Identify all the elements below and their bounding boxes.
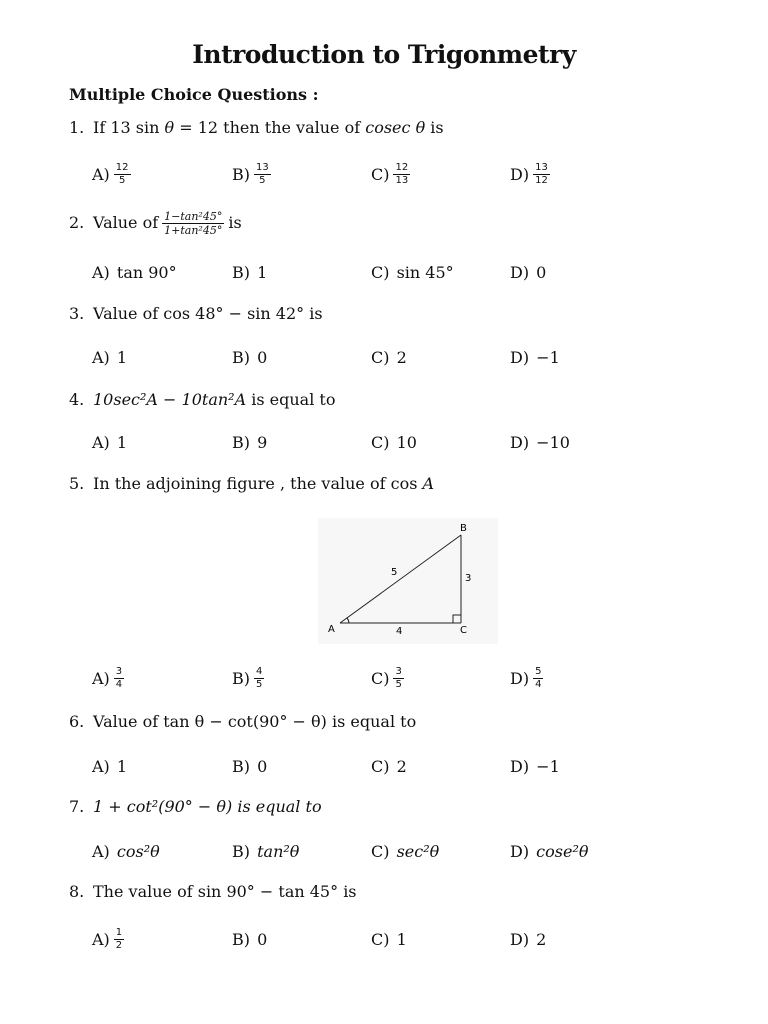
- option-a[interactable]: A) tan 90°: [92, 262, 177, 282]
- options-1: [92, 154, 692, 194]
- question-1: [69, 118, 444, 138]
- question-number: 3.: [69, 304, 85, 323]
- option-c[interactable]: C) 2: [371, 347, 407, 367]
- side-bc-label: 3: [465, 573, 472, 584]
- option-c[interactable]: C) 1: [371, 929, 407, 949]
- option-d[interactable]: D) −1: [510, 756, 560, 776]
- right-angle-marker: [453, 615, 461, 623]
- fraction: $\frac{3}{4}$: [115, 665, 123, 690]
- question-text-post: is equal to: [246, 390, 336, 409]
- fraction: $\frac{5}{4}$: [535, 665, 542, 690]
- options-6: [92, 746, 692, 786]
- option-d[interactable]: D) $\frac{5}{4}$: [510, 665, 542, 690]
- hypotenuse-line: [340, 535, 461, 623]
- question-3: [69, 304, 323, 324]
- option-c[interactable]: C) sec²θ: [371, 841, 440, 861]
- question-text: The value of sin 90° − tan 45° is: [93, 882, 357, 901]
- option-c[interactable]: C) sin 45°: [371, 262, 454, 282]
- question-number: 4.: [69, 390, 85, 409]
- option-d[interactable]: D) −10: [510, 432, 570, 452]
- option-c[interactable]: C) 2: [371, 756, 407, 776]
- option-c[interactable]: C) $\frac{12}{13}$: [371, 161, 409, 186]
- option-b[interactable]: B) tan²θ: [232, 841, 300, 861]
- option-d[interactable]: D) −1: [510, 347, 560, 367]
- options-4: [92, 422, 692, 462]
- fraction: $\frac{1}{2}$: [115, 926, 123, 951]
- question-text: Value of cos 48° − sin 42° is: [93, 304, 323, 323]
- question-text-post: is: [228, 213, 242, 232]
- variable: A: [422, 474, 435, 493]
- triangle-figure: [318, 518, 498, 644]
- vertex-b-label: B: [460, 523, 467, 534]
- option-b[interactable]: B) 0: [232, 756, 268, 776]
- question-2: [69, 206, 242, 240]
- angle-a-arc: [347, 618, 349, 623]
- option-c[interactable]: C) 10: [371, 432, 417, 452]
- option-d[interactable]: D) $\frac{13}{12}$: [510, 161, 548, 186]
- question-4: [69, 390, 335, 410]
- option-b[interactable]: B) $\frac{13}{5}$: [232, 161, 269, 186]
- fraction: $\frac{4}{5}$: [256, 665, 263, 690]
- section-heading: Multiple Choice Questions :: [69, 85, 319, 104]
- option-a[interactable]: A) $\frac{3}{4}$: [92, 665, 123, 690]
- question-text-pre: If 13 sin: [93, 118, 165, 137]
- option-d[interactable]: D) cose²θ: [510, 841, 589, 861]
- options-8: [92, 919, 692, 959]
- option-a[interactable]: A) 1: [92, 432, 128, 452]
- side-ac-label: 4: [396, 626, 403, 637]
- fraction: $\frac{12}{13}$: [395, 161, 409, 186]
- options-2: [92, 252, 692, 292]
- theta-symbol: θ: [164, 118, 175, 137]
- question-math: 10sec²A − 10tan²A: [93, 390, 247, 409]
- option-d[interactable]: D) 2: [510, 929, 547, 949]
- vertex-c-label: C: [460, 625, 467, 636]
- option-b[interactable]: B) 9: [232, 432, 268, 452]
- options-7: [92, 831, 692, 871]
- option-b[interactable]: B) 0: [232, 929, 268, 949]
- question-number: 5.: [69, 474, 85, 493]
- option-b[interactable]: B) $\frac{4}{5}$: [232, 665, 263, 690]
- fraction: $\frac{\text{1−tan²45°}}{\text{1+tan²45°}}$: [164, 210, 223, 237]
- fraction: $\frac{3}{5}$: [395, 665, 402, 690]
- option-a[interactable]: A) $\frac{1}{2}$: [92, 926, 123, 951]
- question-8: [69, 882, 357, 902]
- option-a[interactable]: A) 1: [92, 756, 128, 776]
- option-a[interactable]: A) $\frac{12}{5}$: [92, 161, 129, 186]
- option-b[interactable]: B) 0: [232, 347, 268, 367]
- hypotenuse-label: 5: [391, 567, 398, 578]
- question-number: 2.: [69, 213, 85, 232]
- question-math: cosec θ: [365, 118, 426, 137]
- question-text: Value of tan θ − cot(90° − θ) is equal to: [93, 712, 417, 731]
- question-text-post: is: [425, 118, 444, 137]
- option-b[interactable]: B) 1: [232, 262, 268, 282]
- page-title: Introduction to Trigonmetry: [192, 40, 576, 69]
- fraction: $\frac{13}{12}$: [535, 161, 548, 186]
- option-c[interactable]: C) $\frac{3}{5}$: [371, 665, 402, 690]
- options-3: [92, 337, 692, 377]
- triangle-diagram: [318, 518, 498, 644]
- question-number: 8.: [69, 882, 85, 901]
- question-math: 1 + cot²(90° − θ) is equal to: [93, 797, 322, 816]
- question-text: In the adjoining figure , the value of cos: [93, 474, 423, 493]
- fraction: $\frac{12}{5}$: [115, 161, 129, 186]
- question-number: 6.: [69, 712, 85, 731]
- question-text-mid: = 12 then the value of: [174, 118, 366, 137]
- question-5: [69, 474, 434, 494]
- vertex-a-label: A: [328, 624, 335, 635]
- options-5: [92, 658, 692, 698]
- option-d[interactable]: D) 0: [510, 262, 547, 282]
- option-a[interactable]: A) 1: [92, 347, 128, 367]
- question-7: [69, 797, 322, 817]
- option-a[interactable]: A) cos²θ: [92, 841, 160, 861]
- question-text-pre: Value of: [93, 213, 159, 232]
- question-number: 7.: [69, 797, 85, 816]
- fraction: $\frac{13}{5}$: [256, 161, 269, 186]
- question-number: 1.: [69, 118, 85, 137]
- question-6: [69, 712, 416, 732]
